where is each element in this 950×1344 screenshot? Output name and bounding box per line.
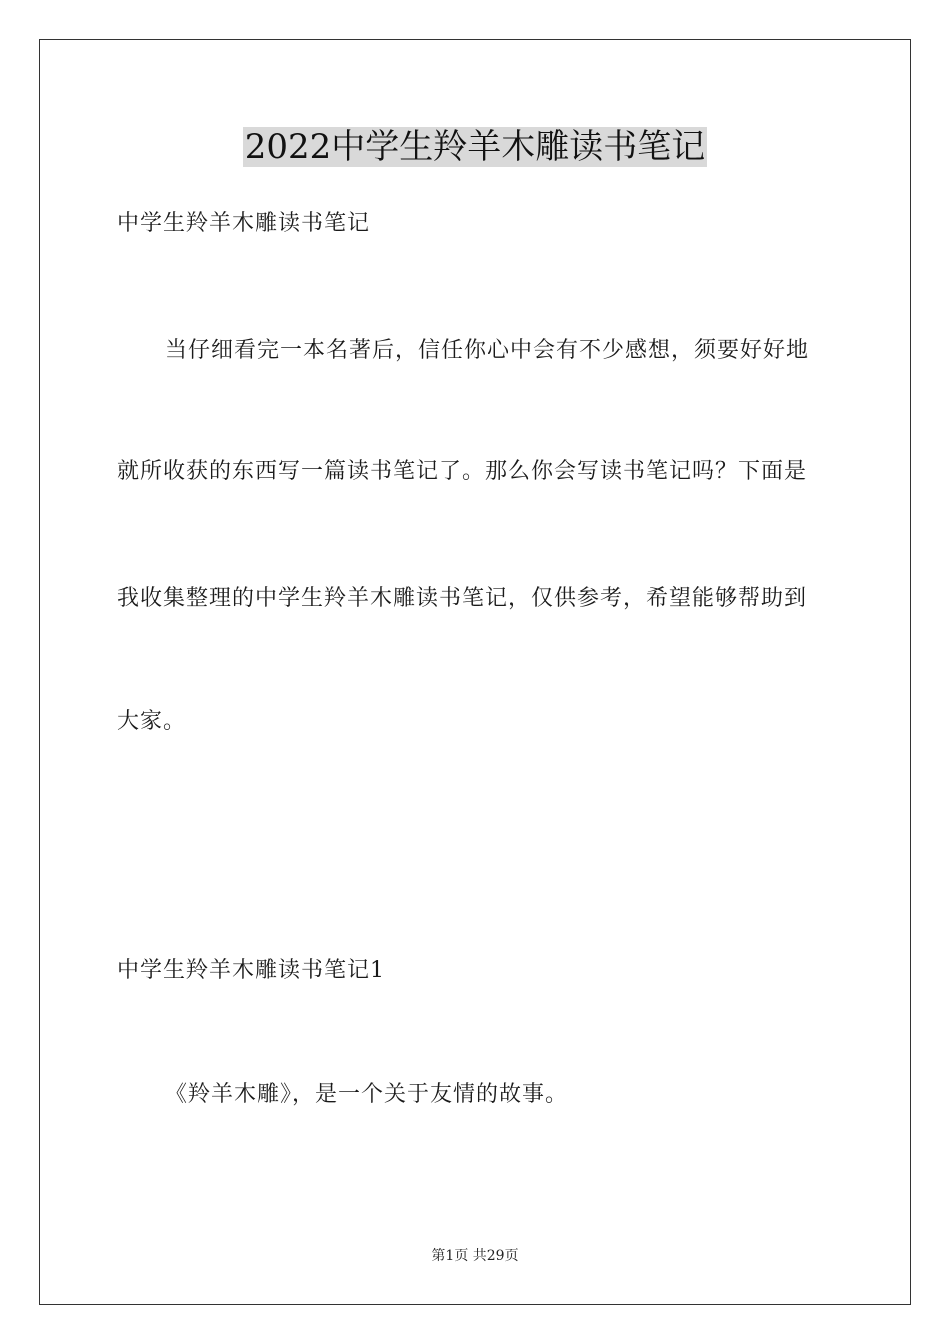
page-footer — [0, 1247, 950, 1265]
section-first-line: 《羚羊木雕》，是一个关于友情的故事。 — [165, 1082, 569, 1107]
intro-line-3: 我收集整理的中学生羚羊木雕读书笔记，仅供参考，希望能够帮助到 — [117, 586, 808, 611]
page-number-info: 第1页 共29页 — [431, 1248, 519, 1264]
document-title: 2022中学生羚羊木雕读书笔记 — [244, 127, 706, 167]
document-subtitle: 中学生羚羊木雕读书笔记 — [117, 211, 371, 236]
intro-line-4: 大家。 — [117, 709, 187, 734]
title-container — [0, 127, 950, 167]
intro-line-1: 当仔细看完一本名著后，信任你心中会有不少感想，须要好好地 — [165, 338, 810, 363]
section-heading: 中学生羚羊木雕读书笔记1 — [117, 958, 385, 983]
intro-line-2: 就所收获的东西写一篇读书笔记了。那么你会写读书笔记吗？下面是 — [117, 459, 808, 484]
